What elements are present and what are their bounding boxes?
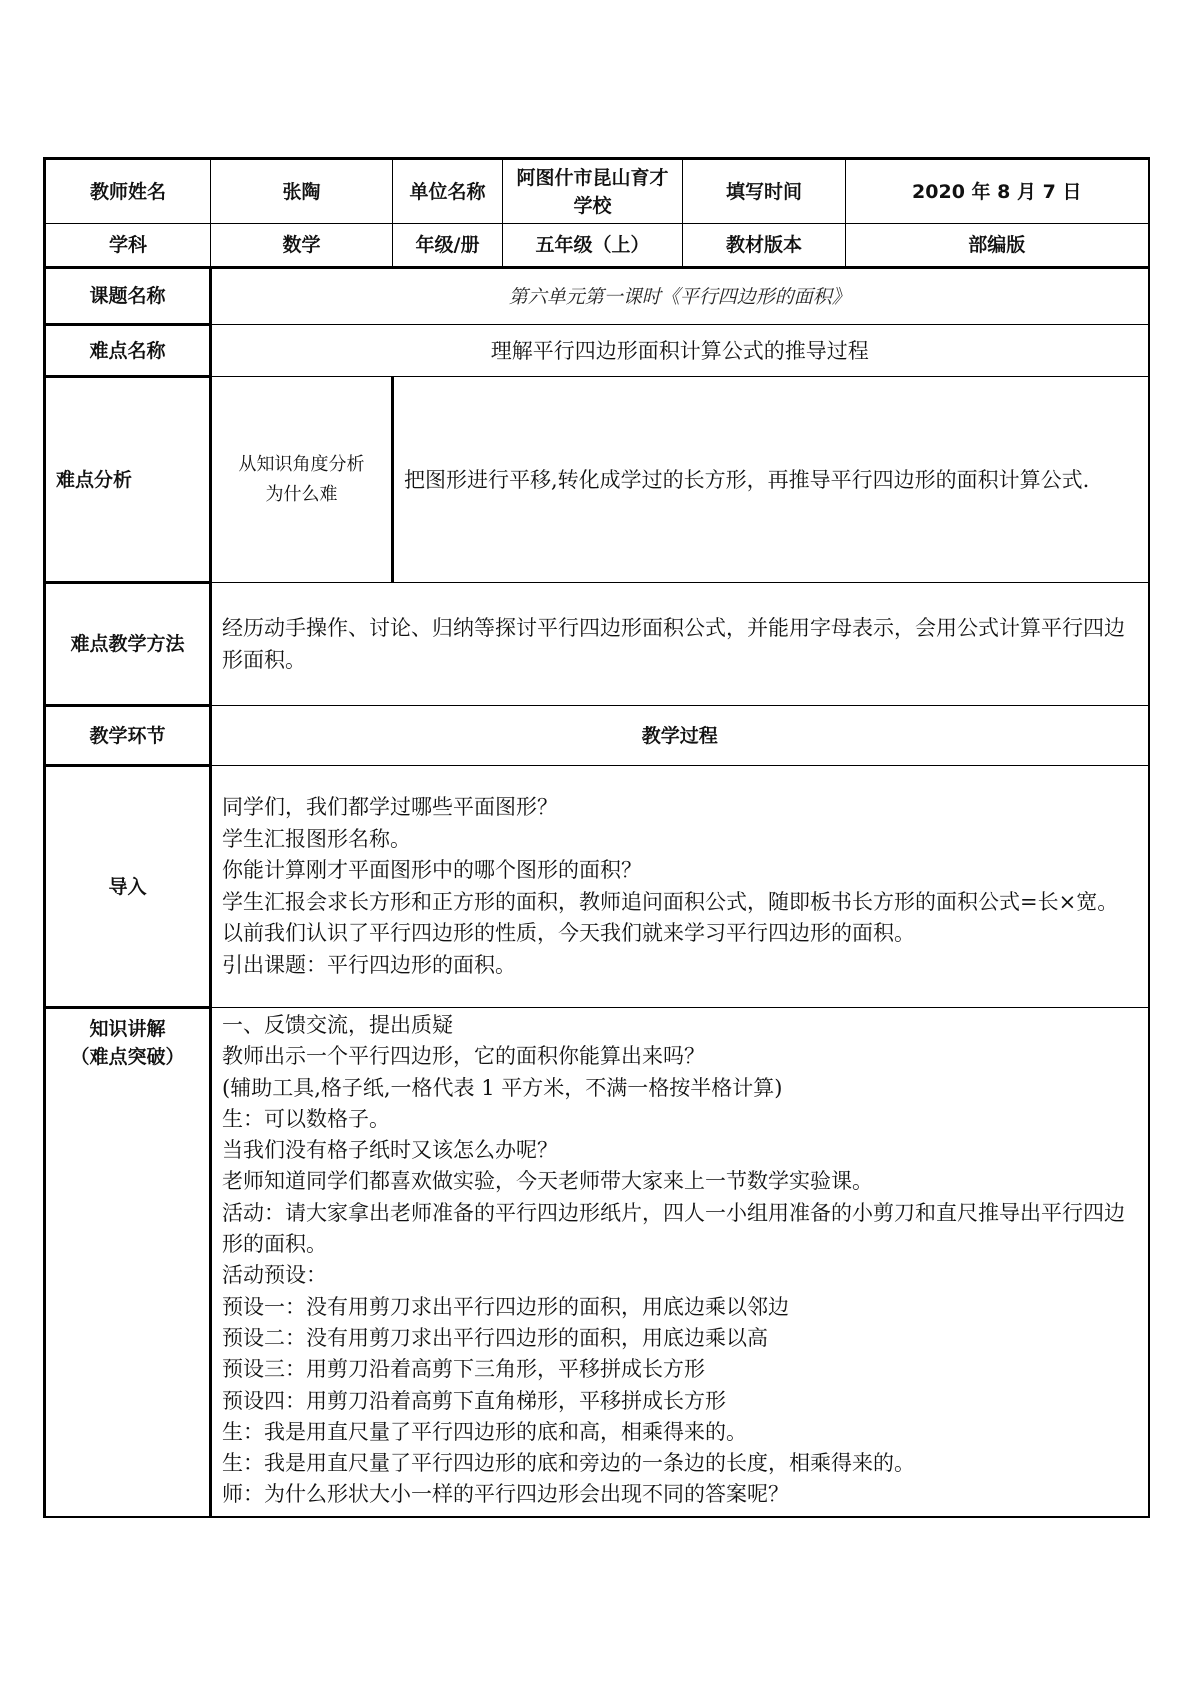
lesson-plan-sheet bbox=[43, 157, 1147, 1518]
analysis-row bbox=[45, 377, 1149, 583]
intro-row bbox=[45, 766, 1149, 1008]
subject-label: 学科 bbox=[45, 224, 211, 268]
unit-value-line1: 阿图什市昆山育才 bbox=[516, 166, 669, 189]
grade-label: 年级/册 bbox=[393, 224, 503, 268]
difficulty-row bbox=[45, 325, 1149, 377]
intro-line: 学生汇报图形名称。 bbox=[222, 826, 411, 851]
knowledge-line: 教师出示一个平行四边形，它的面积你能算出来吗？ bbox=[222, 1044, 705, 1069]
knowledge-line: (辅助工具,格子纸,一格代表 1 平方米，不满一格按半格计算) bbox=[222, 1075, 783, 1100]
knowledge-line: 老师知道同学们都喜欢做实验，今天老师带大家来上一节数学实验课。 bbox=[222, 1169, 873, 1194]
knowledge-label-line2: （难点突破） bbox=[70, 1046, 185, 1068]
knowledge-line: 活动：请大家拿出老师准备的平行四边形纸片，四人一小组用准备的小剪刀和直尺推导出平行四边形的面积。 bbox=[222, 1200, 1125, 1257]
header-row-1 bbox=[45, 159, 1149, 224]
process-header-row bbox=[45, 706, 1149, 766]
knowledge-label bbox=[45, 1008, 211, 1517]
knowledge-line: 预设三：用剪刀沿着高剪下三角形，平移拼成长方形 bbox=[222, 1357, 705, 1382]
intro-label: 导入 bbox=[45, 766, 211, 1008]
intro-line: 同学们，我们都学过哪些平面图形？ bbox=[222, 795, 558, 819]
knowledge-line: 生：我是用直尺量了平行四边形的底和高，相乘得来的。 bbox=[222, 1419, 747, 1444]
analysis-sub-label-line2: 为什么难 bbox=[265, 483, 338, 505]
subject-value: 数学 bbox=[211, 224, 393, 268]
teacher-value: 张陶 bbox=[211, 159, 393, 224]
intro-content bbox=[211, 766, 1149, 1008]
knowledge-line: 活动预设： bbox=[222, 1263, 327, 1288]
lesson-plan-table bbox=[43, 157, 1150, 1518]
analysis-value: 把图形进行平移,转化成学过的长方形，再推导平行四边形的面积计算公式. bbox=[393, 377, 1149, 583]
intro-line: 以前我们认识了平行四边形的性质，今天我们就来学习平行四边形的面积。 bbox=[222, 921, 915, 945]
process-step-label: 教学环节 bbox=[45, 706, 211, 766]
knowledge-line: 生：可以数格子。 bbox=[222, 1106, 390, 1131]
method-row bbox=[45, 583, 1149, 706]
header-row-2 bbox=[45, 224, 1149, 268]
intro-line: 学生汇报会求长方形和正方形的面积，教师追问面积公式，随即板书长方形的面积公式=长×宽。 bbox=[222, 889, 1119, 914]
method-label: 难点教学方法 bbox=[45, 583, 211, 706]
knowledge-line: 预设二：没有用剪刀求出平行四边形的面积，用底边乘以高 bbox=[222, 1325, 768, 1350]
unit-label: 单位名称 bbox=[393, 159, 503, 224]
knowledge-label-line1: 知识讲解 bbox=[89, 1018, 166, 1040]
knowledge-line: 师：为什么形状大小一样的平行四边形会出现不同的答案呢？ bbox=[222, 1482, 789, 1507]
intro-line: 你能计算刚才平面图形中的哪个图形的面积？ bbox=[222, 858, 642, 882]
topic-value: 第六单元第一课时《平行四边形的面积》 bbox=[211, 268, 1149, 325]
difficulty-value: 理解平行四边形面积计算公式的推导过程 bbox=[211, 325, 1149, 377]
analysis-label: 难点分析 bbox=[45, 377, 211, 583]
knowledge-content bbox=[211, 1008, 1149, 1517]
unit-value-line2: 学校 bbox=[573, 194, 612, 217]
knowledge-line: 一、反馈交流，提出质疑 bbox=[222, 1013, 453, 1037]
topic-label: 课题名称 bbox=[45, 268, 211, 325]
date-value: 2020 年 8 月 7 日 bbox=[846, 159, 1149, 224]
method-value: 经历动手操作、讨论、归纳等探讨平行四边形面积公式，并能用字母表示，会用公式计算平行四边形面积。 bbox=[211, 583, 1149, 706]
knowledge-line: 当我们没有格子纸时又该怎么办呢？ bbox=[222, 1138, 558, 1163]
unit-value bbox=[503, 159, 683, 224]
difficulty-label: 难点名称 bbox=[45, 325, 211, 377]
analysis-sub-label-line1: 从知识角度分析 bbox=[238, 453, 365, 475]
edition-value: 部编版 bbox=[846, 224, 1149, 268]
topic-row bbox=[45, 268, 1149, 325]
teacher-label: 教师姓名 bbox=[45, 159, 211, 224]
intro-line: 引出课题：平行四边形的面积。 bbox=[222, 952, 516, 977]
process-header-value: 教学过程 bbox=[211, 706, 1149, 766]
knowledge-line: 预设四：用剪刀沿着高剪下直角梯形，平移拼成长方形 bbox=[222, 1388, 726, 1413]
edition-label: 教材版本 bbox=[683, 224, 846, 268]
grade-value: 五年级（上） bbox=[503, 224, 683, 268]
knowledge-line: 预设一：没有用剪刀求出平行四边形的面积，用底边乘以邻边 bbox=[222, 1294, 789, 1319]
knowledge-line: 生：我是用直尺量了平行四边形的底和旁边的一条边的长度，相乘得来的。 bbox=[222, 1451, 915, 1476]
analysis-sub-label bbox=[211, 377, 393, 583]
date-label: 填写时间 bbox=[683, 159, 846, 224]
knowledge-row bbox=[45, 1008, 1149, 1517]
